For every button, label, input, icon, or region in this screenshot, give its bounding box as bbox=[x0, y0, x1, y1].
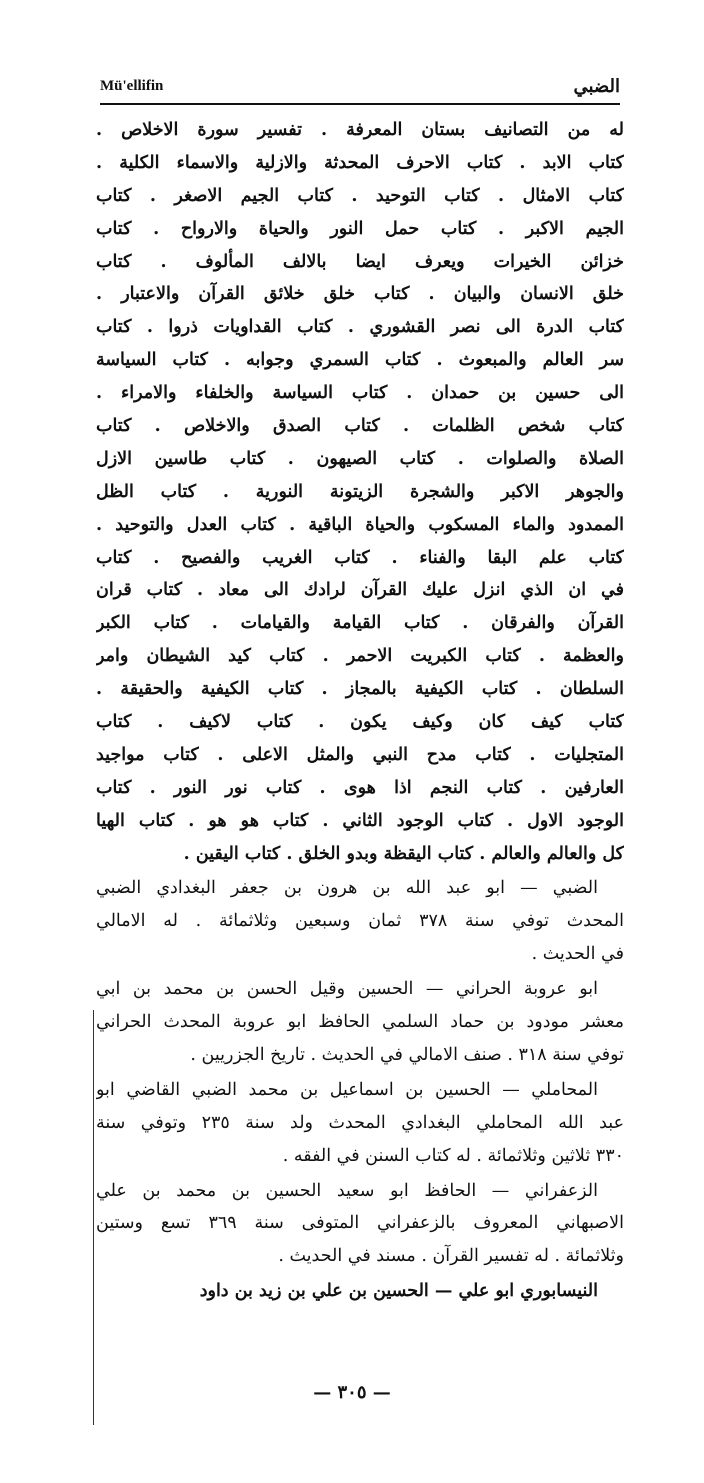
entry-works-continued bbox=[96, 114, 624, 870]
text-line: السلطان . كتاب الكيفية بالمجاز . كتاب الكيفية والحقيقة . bbox=[96, 679, 624, 700]
text-line: الجيم الاكبر . كتاب حمل النور والحياة والارواح . كتاب bbox=[96, 218, 624, 239]
text-line: كتاب كيف كان وكيف يكون . كتاب لاكيف . كتاب bbox=[96, 712, 624, 733]
header-rule bbox=[100, 103, 620, 105]
text-line: الممدود والماء المسكوب والحياة الباقية . كتاب العدل والتوحيد . bbox=[96, 514, 624, 535]
entry-al-mahamili bbox=[96, 1074, 624, 1173]
text-line: كتاب شخص الظلمات . كتاب الصدق والاخلاص . كتاب bbox=[96, 416, 624, 437]
text-line: ابو عروبة الحراني — الحسين وقيل الحسن بن محمد بن ابي bbox=[96, 979, 598, 1000]
text-line: والعظمة . كتاب الكبريت الاحمر . كتاب كيد الشيطان وامر bbox=[96, 646, 624, 667]
text-line: المحاملي — الحسين بن اسماعيل بن محمد الضبي القاضي ابو bbox=[96, 1079, 598, 1100]
text-line: الضبي — ابو عبد الله بن هرون بن جعفر البغدادي الضبي bbox=[96, 878, 598, 899]
text-line: القرآن والفرقان . كتاب القيامة والقيامات . كتاب الكبر bbox=[96, 613, 624, 634]
text-line: في ان الذي انزل عليك القرآن لرادك الى معاد . كتاب قران bbox=[96, 580, 624, 601]
text-line: المتجليات . كتاب مدح النبي والمثل الاعلى . كتاب مواجيد bbox=[96, 744, 624, 765]
text-line: كتاب الابد . كتاب الاحرف المحدثة والازلية والاسماء الكلية . bbox=[96, 152, 624, 173]
text-line: ٣٣٠ ثلاثين وثلاثمائة . له كتاب السنن في الفقه . bbox=[282, 1145, 624, 1166]
text-line: خزائن الخيرات ويعرف ايضا بالالف المألوف . كتاب bbox=[96, 251, 624, 272]
header-right-title: الضبي bbox=[573, 76, 620, 97]
text-line: العارفين . كتاب النجم اذا هوى . كتاب نور النور . كتاب bbox=[96, 777, 624, 798]
text-line: في الحديث . bbox=[531, 944, 624, 965]
text-line: كل والعالم والعالم . كتاب اليقظة وبدو الخلق . كتاب اليقين . bbox=[183, 843, 624, 864]
text-line: وثلاثمائة . له تفسير القرآن . مسند في الحديث . bbox=[278, 1246, 624, 1267]
text-line: كتاب الدرة الى نصر القشوري . كتاب القداويات ذروا . كتاب bbox=[96, 317, 624, 338]
text-line: عبد الله المحاملي البغدادي المحدث ولد سنة ٢٣٥ وتوفي سنة bbox=[96, 1112, 624, 1133]
entry-al-naysaburi bbox=[96, 1275, 624, 1308]
page-number: — ٣٠٥ — bbox=[313, 1382, 391, 1403]
text-line: توفي سنة ٣١٨ . صنف الامالي في الحديث . تاريخ الجزريين . bbox=[190, 1044, 624, 1065]
text-line: له من التصانيف بستان المعرفة . تفسير سورة الاخلاص . bbox=[96, 120, 624, 140]
page-body bbox=[96, 114, 624, 1308]
text-line: كتاب الامثال . كتاب التوحيد . كتاب الجيم الاصغر . كتاب bbox=[96, 185, 624, 206]
text-line: الى حسين بن حمدان . كتاب السياسة والخلفاء والامراء . bbox=[96, 383, 624, 404]
text-line: الاصبهاني المعروف بالزعفراني المتوفى سنة ٣٦٩ تسع وستين bbox=[96, 1213, 624, 1234]
text-line: والجوهر الاكبر والشجرة الزيتونة النورية . كتاب الظل bbox=[96, 481, 624, 502]
text-line: كتاب علم البقا والفناء . كتاب الغريب والفصيح . كتاب bbox=[96, 547, 624, 568]
text-line: الوجود الاول . كتاب الوجود الثاني . كتاب هو هو . كتاب الهيا bbox=[96, 810, 624, 831]
entry-al-harrani bbox=[96, 973, 624, 1072]
text-line: الصلاة والصلوات . كتاب الصيهون . كتاب طاسين الازل bbox=[96, 448, 624, 469]
text-line: سر العالم والمبعوث . كتاب السمري وجوابه . كتاب السياسة bbox=[96, 350, 624, 371]
margin-rule bbox=[93, 1010, 94, 1425]
running-header bbox=[100, 78, 620, 106]
text-line: معشر مودود بن حماد السلمي الحافظ ابو عروبة المحدث الحراني bbox=[96, 1012, 624, 1033]
text-line: خلق الانسان والبيان . كتاب خلق خلائق القرآن والاعتبار . bbox=[96, 284, 624, 305]
text-line: المحدث توفي سنة ٣٧٨ ثمان وسبعين وثلاثمائة . له الامالي bbox=[96, 911, 624, 932]
entry-al-zafarani bbox=[96, 1175, 624, 1274]
text-line: الزعفراني — الحافظ ابو سعيد الحسين بن محمد بن علي bbox=[96, 1180, 598, 1201]
entry-al-dabbi bbox=[96, 872, 624, 971]
text-line: النيسابوري ابو علي — الحسين بن علي بن زيد بن داود bbox=[199, 1281, 598, 1302]
header-left-title: Mü'ellifin bbox=[100, 78, 164, 94]
